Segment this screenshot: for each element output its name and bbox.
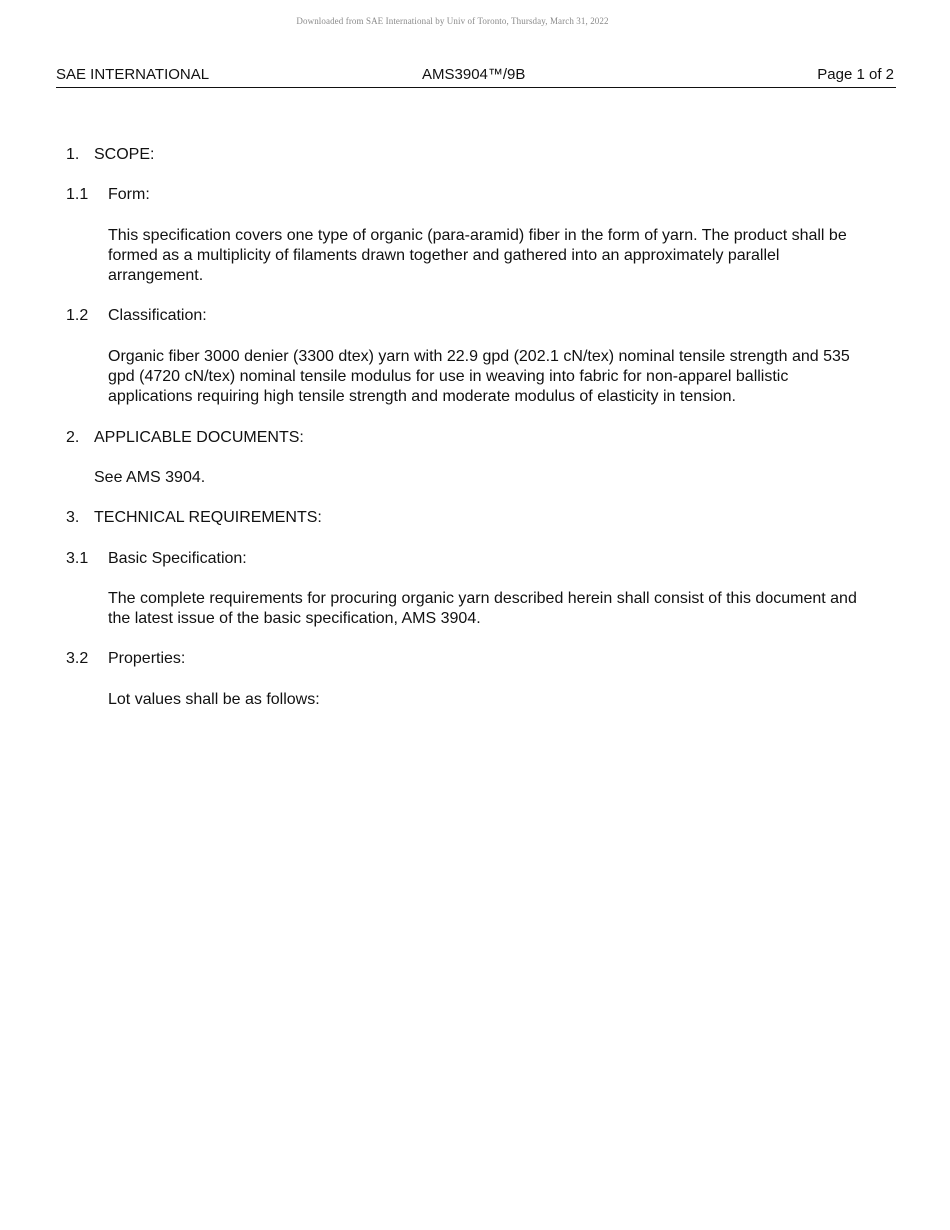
header-org: SAE INTERNATIONAL bbox=[56, 66, 210, 83]
section-number: 1.1 bbox=[66, 186, 89, 204]
section-number: 3.1 bbox=[66, 549, 89, 567]
section-1-1-heading bbox=[66, 185, 866, 205]
section-1-1-paragraph: This specification covers one type of organic (para-aramid) fiber in the form of yarn. The product shall be formed as a multiplicity of filaments drawn together and gathered into an approximately parallel arrangement. bbox=[108, 226, 847, 285]
section-3-2-heading bbox=[66, 649, 866, 669]
section-title: Basic Specification: bbox=[108, 549, 247, 567]
document-body bbox=[66, 145, 866, 730]
section-number: 2. bbox=[66, 428, 80, 446]
section-1-heading bbox=[66, 145, 866, 165]
section-3-1-paragraph: The complete requirements for procuring organic yarn described herein shall consist of this document and the latest issue of the basic specification, AMS 3904. bbox=[108, 589, 857, 628]
section-number: 1. bbox=[66, 146, 80, 163]
section-title: Form: bbox=[108, 186, 150, 204]
section-title: TECHNICAL REQUIREMENTS: bbox=[94, 509, 322, 527]
section-1-2-paragraph: Organic fiber 3000 denier (3300 dtex) yarn with 22.9 gpd (202.1 cN/tex) nominal tensile strength and 535 gpd (4720 cN/tex) nominal tensile modulus for use in weaving into fabric for non-apparel ballistic applications requiring high tensile strength and moderate modulus of elasticity in tension. bbox=[108, 347, 850, 406]
section-title: Properties: bbox=[108, 650, 186, 668]
download-watermark: Downloaded from SAE International by Univ of Toronto, Thursday, March 31, 2022 bbox=[296, 16, 609, 26]
section-3-2-paragraph: Lot values shall be as follows: bbox=[108, 690, 320, 708]
header-page-number: Page 1 of 2 bbox=[817, 66, 894, 83]
page-header bbox=[56, 66, 896, 88]
header-doc-id: AMS3904™/9B bbox=[422, 66, 526, 83]
section-number: 1.2 bbox=[66, 307, 89, 325]
section-number: 3. bbox=[66, 509, 80, 527]
section-title: Classification: bbox=[108, 307, 207, 325]
section-2-paragraph: See AMS 3904. bbox=[94, 468, 206, 486]
section-3-1-heading bbox=[66, 549, 866, 569]
section-title: APPLICABLE DOCUMENTS: bbox=[94, 428, 304, 446]
section-number: 3.2 bbox=[66, 650, 89, 668]
section-1-2-heading bbox=[66, 306, 866, 326]
section-title: SCOPE: bbox=[94, 146, 155, 163]
section-3-heading bbox=[66, 508, 866, 528]
section-2-heading bbox=[66, 428, 866, 448]
